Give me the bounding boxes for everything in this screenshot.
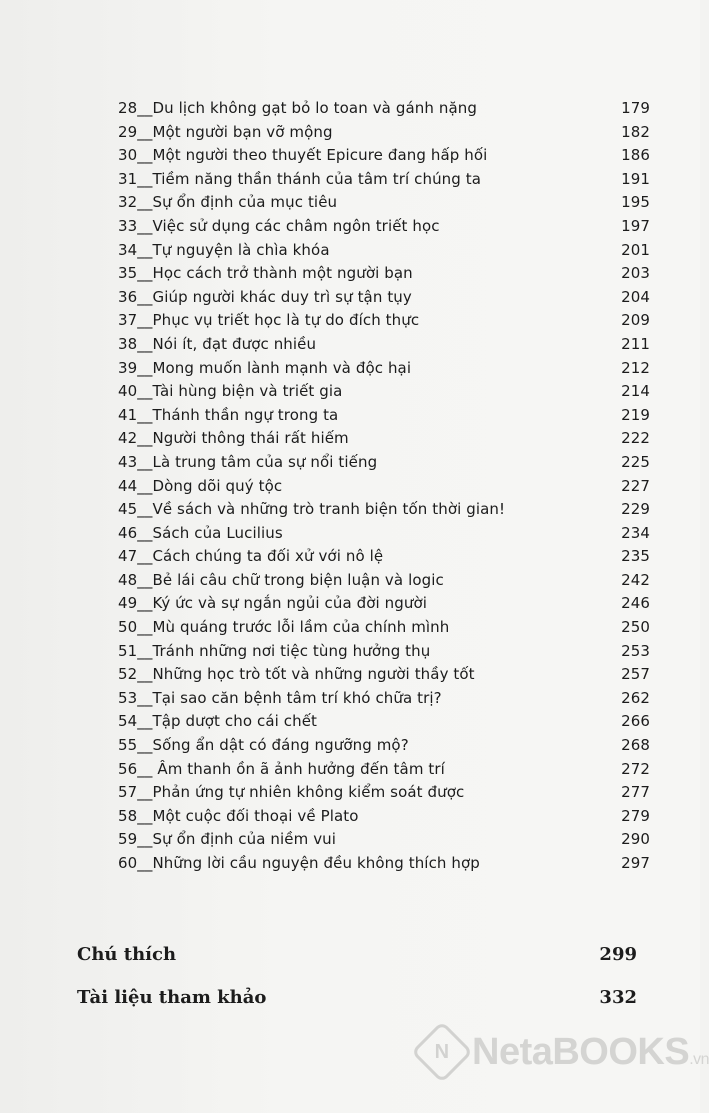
toc-entry-title: 45__Về sách và những trò tranh biện tốn thời gian! — [118, 500, 506, 519]
section-notes — [77, 944, 637, 965]
toc-entry — [118, 616, 650, 640]
toc-entry-title: 35__Học cách trở thành một người bạn — [118, 264, 413, 283]
toc-entry-title: 41__Thánh thần ngự trong ta — [118, 405, 339, 424]
toc-entry-page: 297 — [621, 854, 650, 872]
toc-entry-title: 28__Du lịch không gạt bỏ lo toan và gánh nặng — [118, 99, 477, 117]
toc-entry-title: 33__Việc sử dụng các châm ngôn triết học — [118, 216, 440, 235]
toc-entry — [118, 309, 650, 333]
toc-entry — [118, 451, 650, 475]
toc-entry — [118, 262, 650, 286]
toc-entry — [118, 805, 650, 829]
toc-entry — [118, 498, 650, 522]
toc-entry-title: 39__Mong muốn lành mạnh và độc hại — [118, 358, 412, 377]
toc-entry — [118, 828, 650, 852]
section-page: 332 — [599, 987, 637, 1008]
toc-entry-title: 34__Tự nguyện là chìa khóa — [118, 240, 330, 259]
watermark-text: NetaBOOKS.vn — [472, 1030, 709, 1073]
toc-entry-title: 58__Một cuộc đối thoại về Plato — [118, 806, 359, 825]
toc-entry-page: 246 — [621, 594, 650, 613]
toc-entry-title: 54__Tập dượt cho cái chết — [118, 712, 318, 731]
toc-entry-title: 51__Tránh những nơi tiệc tùng hưởng thụ — [118, 641, 431, 660]
toc-entry-page: 235 — [621, 547, 650, 566]
toc-entry-title: 30__Một người theo thuyết Epicure đang hấp hối — [118, 146, 488, 165]
toc-entry-page: 204 — [621, 287, 650, 306]
toc-entry-page: 268 — [621, 736, 650, 755]
toc-entry-title: 55__Sống ẩn dật có đáng ngưỡng mộ? — [118, 736, 409, 755]
toc-entry — [118, 380, 650, 404]
toc-entry — [118, 781, 650, 805]
toc-entry — [118, 640, 650, 664]
toc-entry-title: 59__Sự ổn định của niềm vui — [118, 830, 337, 849]
toc-entry — [118, 852, 650, 876]
toc-entry — [118, 475, 650, 499]
toc-entry — [118, 144, 650, 168]
toc-entry — [118, 663, 650, 687]
toc-entry-page: 214 — [621, 382, 650, 401]
toc-entry-page: 262 — [621, 688, 650, 707]
toc-entry — [118, 710, 650, 734]
toc-entry-title: 29__Một người bạn vỡ mộng — [118, 122, 333, 141]
toc-entry-page: 279 — [621, 806, 650, 825]
toc-entry-page: 266 — [621, 712, 650, 731]
toc-entry-page: 203 — [621, 264, 650, 283]
toc-entry-title: 36__Giúp người khác duy trì sự tận tụy — [118, 287, 412, 306]
toc-entry-title: 48__Bẻ lái câu chữ trong biện luận và logic — [118, 570, 444, 589]
toc-entry-page: 182 — [621, 122, 650, 141]
toc-entry-title: 47__Cách chúng ta đối xử với nô lệ — [118, 547, 384, 566]
toc-entry-page: 186 — [621, 146, 650, 165]
section-title: Tài liệu tham khảo — [77, 987, 267, 1008]
toc-entry-title: 46__Sách của Lucilius — [118, 523, 283, 542]
toc-entry-title: 43__Là trung tâm của sự nổi tiếng — [118, 452, 378, 471]
toc-entry — [118, 239, 650, 263]
toc-entry-page: 290 — [621, 830, 650, 849]
toc-entry-title: 37__Phục vụ triết học là tự do đích thực — [118, 311, 420, 330]
toc-entry-page: 212 — [621, 358, 650, 377]
toc-entry — [118, 333, 650, 357]
toc-entry-page: 197 — [621, 216, 650, 235]
toc-entry-title: 42__Người thông thái rất hiếm — [118, 429, 349, 448]
toc-entry — [118, 357, 650, 381]
toc-entry-page: 277 — [621, 783, 650, 802]
toc-entry-title: 40__Tài hùng biện và triết gia — [118, 382, 343, 401]
toc-entry — [118, 758, 650, 782]
toc-entry — [118, 545, 650, 569]
toc-entry-page: 209 — [621, 311, 650, 330]
toc-entry — [118, 215, 650, 239]
toc-entry-title: 52__Những học trò tốt và những người thầy tốt — [118, 665, 475, 684]
toc-entry-title: 53__Tại sao căn bệnh tâm trí khó chữa trị? — [118, 688, 442, 707]
toc-entry — [118, 569, 650, 593]
toc-entry-page: 257 — [621, 665, 650, 684]
toc-entry-title: 49__Ký ức và sự ngắn ngủi của đời người — [118, 594, 428, 613]
toc-entry-title: 38__Nói ít, đạt được nhiều — [118, 334, 317, 353]
section-page: 299 — [599, 944, 637, 965]
netabooks-logo-icon: N — [411, 1021, 473, 1083]
toc-entry — [118, 286, 650, 310]
toc-entry — [118, 592, 650, 616]
toc-entry-page: 195 — [621, 193, 650, 212]
toc-entry — [118, 687, 650, 711]
toc-entry — [118, 97, 650, 121]
toc-entry-title: 56__ Âm thanh ồn ã ảnh hưởng đến tâm trí — [118, 759, 445, 778]
toc-entry-page: 179 — [621, 99, 650, 117]
watermark — [420, 1022, 709, 1082]
toc-entry-title: 50__Mù quáng trước lỗi lầm của chính mình — [118, 618, 450, 637]
toc-entry — [118, 522, 650, 546]
toc-entry-title: 57__Phản ứng tự nhiên không kiểm soát được — [118, 783, 465, 802]
toc-entry-title: 32__Sự ổn định của mục tiêu — [118, 193, 338, 212]
toc-entry-page: 227 — [621, 476, 650, 495]
toc-entry-page: 191 — [621, 169, 650, 188]
toc-entry — [118, 427, 650, 451]
toc-entry-title: 31__Tiềm năng thần thánh của tâm trí chúng ta — [118, 169, 482, 188]
toc-entry-page: 234 — [621, 523, 650, 542]
toc-entry — [118, 734, 650, 758]
section-title: Chú thích — [77, 944, 177, 965]
toc-entry-page: 225 — [621, 452, 650, 471]
toc-entry-page: 201 — [621, 240, 650, 259]
toc-entry-page: 229 — [621, 500, 650, 519]
toc-entry-page: 219 — [621, 405, 650, 424]
toc-entry-page: 272 — [621, 759, 650, 778]
toc-entry-page: 250 — [621, 618, 650, 637]
toc-entry — [118, 168, 650, 192]
toc-entry — [118, 121, 650, 145]
toc-entry-page: 211 — [621, 334, 650, 353]
toc-entry — [118, 404, 650, 428]
table-of-contents — [118, 97, 650, 876]
toc-entry-page: 242 — [621, 570, 650, 589]
toc-entry — [118, 191, 650, 215]
toc-entry-title: 60__Những lời cầu nguyện đều không thích hợp — [118, 854, 480, 872]
toc-entry-page: 253 — [621, 641, 650, 660]
section-references — [77, 987, 637, 1008]
toc-entry-page: 222 — [621, 429, 650, 448]
toc-entry-title: 44__Dòng dõi quý tộc — [118, 476, 283, 495]
